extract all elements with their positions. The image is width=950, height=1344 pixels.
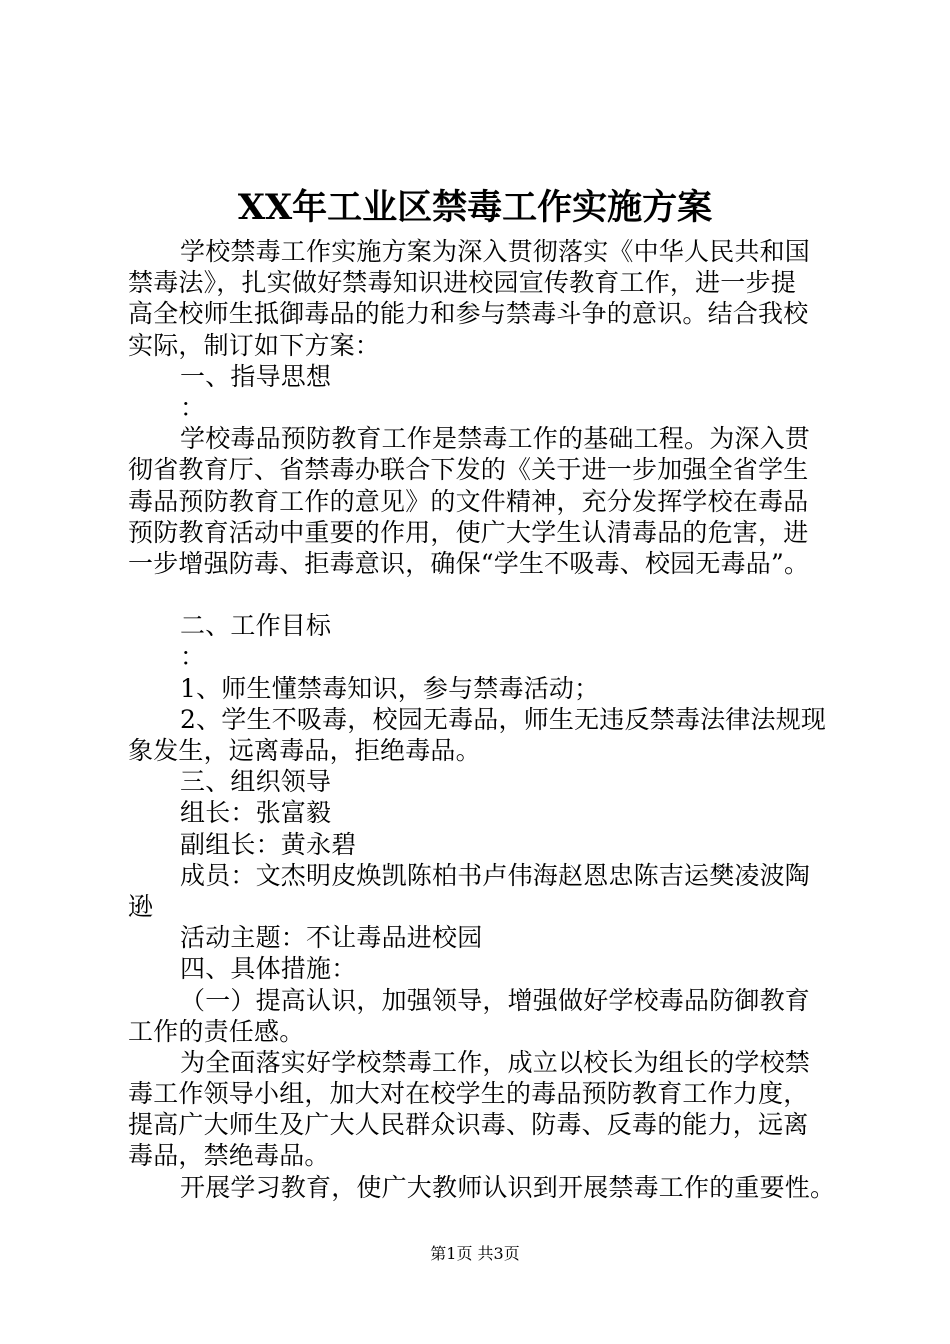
paragraph-line: 逊 xyxy=(128,891,154,921)
blank-line xyxy=(128,579,833,610)
paragraph-line: 一步增强防毒、拒毒意识，确保“学生不吸毒、校园无毒品”。 xyxy=(128,548,810,578)
paragraph-line: 开展学习教育，使广大教师认识到开展禁毒工作的重要性。 xyxy=(180,1172,836,1202)
paragraph-line: 学校禁毒工作实施方案为深入贯彻落实《中华人民共和国 xyxy=(180,237,811,266)
paragraph-line: 象发生，远离毒品，拒绝毒品。 xyxy=(128,736,481,765)
list-item: 2、学生不吸毒，校园无毒品，师生无违反禁毒法律法规现 xyxy=(180,704,827,734)
paragraph-line: 实际，制订如下方案： xyxy=(128,330,381,360)
deputy-leader-line: 副组长：黄永碧 xyxy=(180,829,357,859)
document-title: XX年工业区禁毒工作实施方案 xyxy=(237,187,713,228)
section-heading: 一、指导思想 xyxy=(180,361,332,391)
paragraph-line: 毒品预防教育工作的意见》的文件精神，充分发挥学校在毒品 xyxy=(128,486,809,516)
paragraph-line: 提高广大师生及广大人民群众识毒、防毒、反毒的能力，远离 xyxy=(128,1110,809,1140)
section-heading: 四、具体措施： xyxy=(180,954,357,984)
paragraph-line: 为全面落实好学校禁毒工作，成立以校长为组长的学校禁 xyxy=(180,1047,811,1077)
paragraph-line: 预防教育活动中重要的作用，使广大学生认清毒品的危害，进 xyxy=(128,517,809,547)
paragraph-line: 毒工作领导小组，加大对在校学生的毒品预防教育工作力度， xyxy=(128,1079,809,1109)
section-heading: 二、工作目标 xyxy=(180,611,332,641)
document-body xyxy=(128,236,836,1203)
paragraph-line: 毒品，禁绝毒品。 xyxy=(128,1141,330,1171)
theme-line: 活动主题：不让毒品进校园 xyxy=(180,923,483,953)
members-line: 成员：文杰明皮焕凯陈柏书卢伟海赵恩忠陈吉运樊凌波陶 xyxy=(180,860,811,890)
colon-line: ： xyxy=(180,392,206,422)
paragraph-line: 彻省教育厅、省禁毒办联合下发的《关于进一步加强全省学生 xyxy=(128,455,809,485)
paragraph-line: 高全校师生抵御毒品的能力和参与禁毒斗争的意识。结合我校 xyxy=(128,299,809,329)
leader-line: 组长：张富毅 xyxy=(180,798,332,828)
colon-line: ： xyxy=(180,642,206,672)
paragraph-line: 学校毒品预防教育工作是禁毒工作的基础工程。为深入贯 xyxy=(180,424,811,454)
paragraph-line: 工作的责任感。 xyxy=(128,1016,305,1046)
subsection-heading: （一）提高认识，加强领导，增强做好学校毒品防御教育 xyxy=(180,985,811,1015)
list-item: 1、师生懂禁毒知识，参与禁毒活动； xyxy=(180,673,600,703)
page-footer: 第1页 共3页 xyxy=(430,1244,520,1263)
paragraph-line: 禁毒法》，扎实做好禁毒知识进校园宣传教育工作，进一步提 xyxy=(128,268,796,298)
section-heading: 三、组织领导 xyxy=(180,767,332,797)
